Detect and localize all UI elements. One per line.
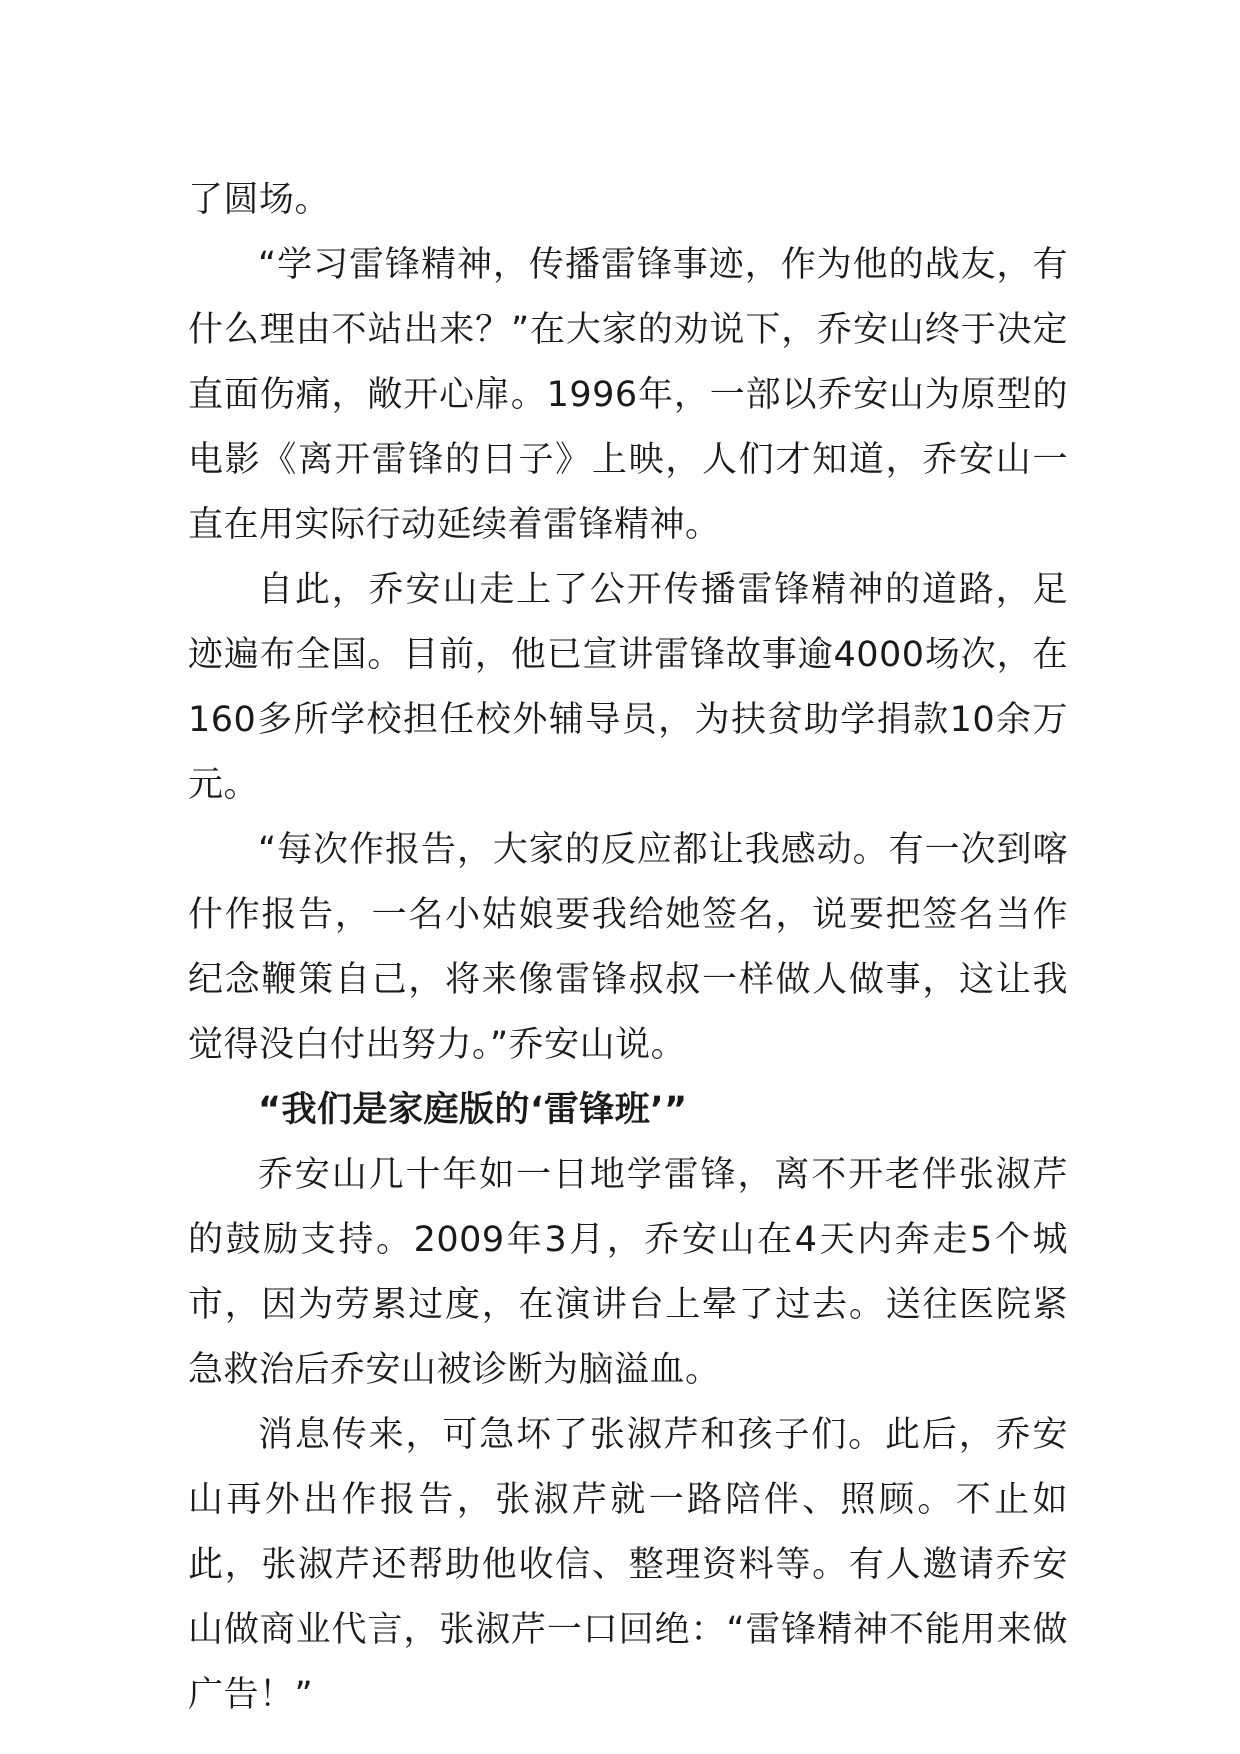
paragraph	[188, 1143, 1068, 1403]
paragraph-text: 消息传来，可急坏了张淑芹和孩子们。此后，乔安山再外出作报告，张淑芹就一路陪伴、照顾。不止如此，张淑芹还帮助他收信、整理资料等。有人邀请乔安山做商业代言，张淑芹一口回绝：“雷锋精神不能用来做广告！”	[188, 1415, 1068, 1715]
paragraph-text: 乔安山几十年如一日地学雷锋，离不开老伴张淑芹的鼓励支持。2009年3月，乔安山在4天内奔走5个城市，因为劳累过度，在演讲台上晕了过去。送往医院紧急救治后乔安山被诊断为脑溢血。	[188, 1155, 1068, 1390]
paragraph	[188, 558, 1068, 818]
paragraph-text: “每次作报告，大家的反应都让我感动。有一次到喀什作报告，一名小姑娘要我给她签名，说要把签名当作纪念鞭策自己，将来像雷锋叔叔一样做人做事，这让我觉得没白付出努力。”乔安山说。	[188, 830, 1068, 1065]
paragraph-text: 自此，乔安山走上了公开传播雷锋精神的道路，足迹遍布全国。目前，他已宣讲雷锋故事逾4000场次，在160多所学校担任校外辅导员，为扶贫助学捐款10余万元。	[188, 570, 1068, 805]
paragraph-text: “学习雷锋精神，传播雷锋事迹，作为他的战友，有什么理由不站出来？”在大家的劝说下，乔安山终于决定直面伤痛，敞开心扉。1996年，一部以乔安山为原型的电影《离开雷锋的日子》上映，人们才知道，乔安山一直在用实际行动延续着雷锋精神。	[188, 245, 1068, 545]
paragraph-text: 了圆场。	[188, 180, 331, 220]
article-body	[188, 168, 1068, 1728]
section-subheading	[188, 1078, 1068, 1143]
paragraph	[188, 818, 1068, 1078]
paragraph-continuation	[188, 168, 1068, 233]
paragraph	[188, 233, 1068, 558]
paragraph	[188, 1403, 1068, 1728]
subheading-text: “我们是家庭版的‘雷锋班’”	[258, 1090, 688, 1130]
